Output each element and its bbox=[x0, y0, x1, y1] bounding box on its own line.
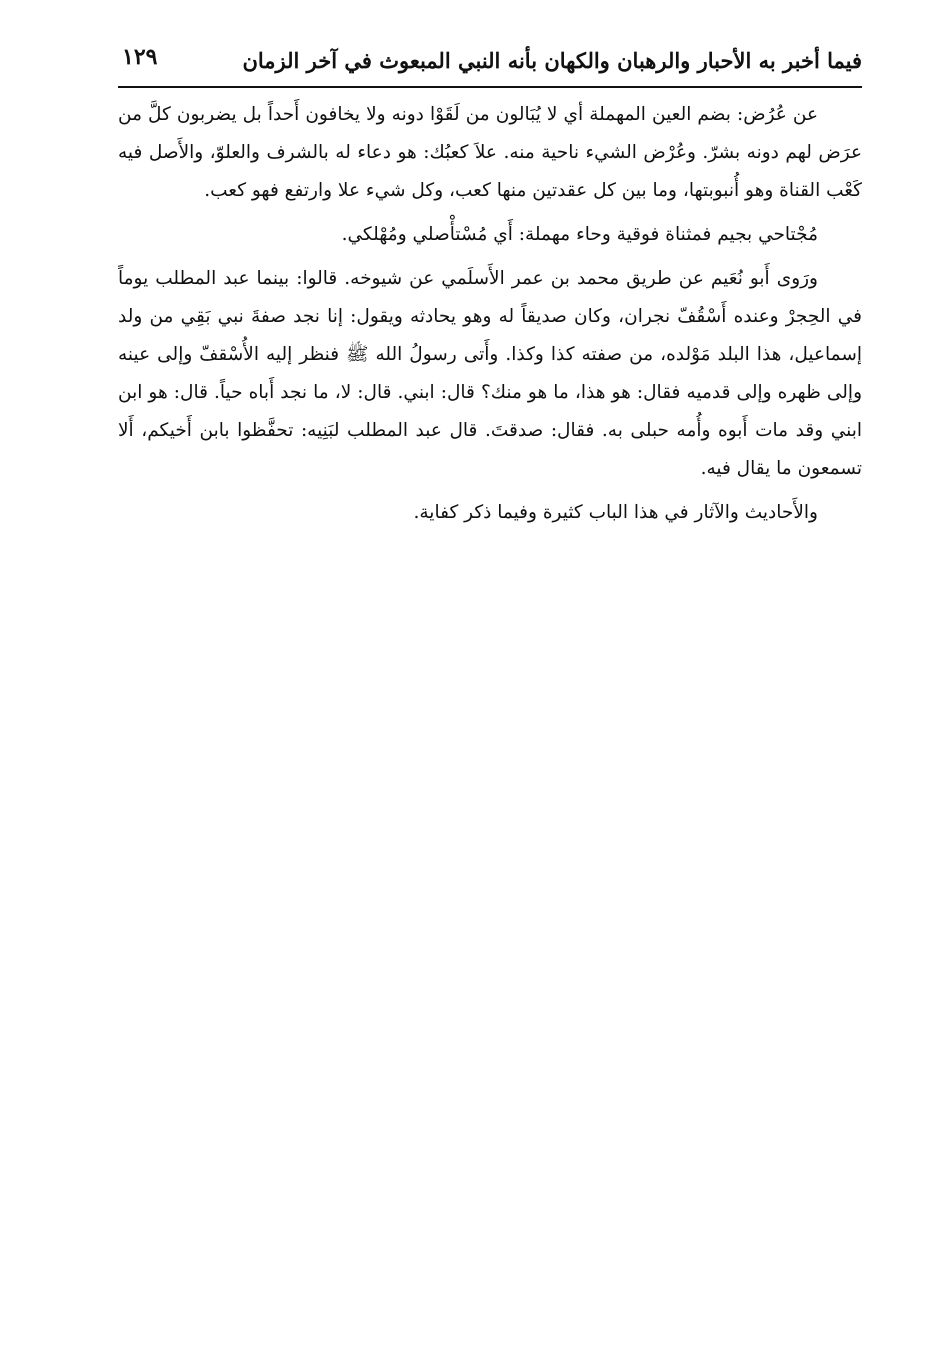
paragraph-conclusion: والأَحاديث والآثار في هذا الباب كثيرة وفيما ذكر كفاية. bbox=[413, 502, 818, 523]
page-number: ١٢٩ bbox=[122, 44, 158, 70]
paragraph-glossary-2: مُجْتاحي بجيم فمثناة فوقية وحاء مهملة: أَي مُسْتأْصلي ومُهْلكي. bbox=[341, 224, 818, 245]
header-title: فيما أخبر به الأحبار والرهبان والكهان بأنه النبي المبعوث في آخر الزمان bbox=[242, 48, 862, 73]
paragraph-narration: ورَوى أَبو نُعَيم عن طريق محمد بن عمر الأَسلَمي عن شيوخه. قالوا: بينما عبد المطلب يوماً في الحِجرْ وعنده أَسْقُفّ نجران، وكان صديقاً له وهو يحادثه ويقول: إنا نجد صفةَ نبي بَقِي من ولد إسماعيل، هذا البلد مَوْلده، من صفته كذا وكذا. وأَتى رسولُ الله ﷺ فنظر إليه الأُسْقفّ وإلى عينه وإلى ظهره وإلى قدميه فقال: هو هذا، ما هو منك؟ قال: ابني. قال: لا، ما نجد أَباه حياً. قال: هو ابن ابني وقد مات أَبوه وأُمه حبلى به. فقال: صدقتَ. قال عبد المطلب لبَنِيه: تحفَّظوا بابن أَخيكم، أَلا تسمعون ما يقال فيه. bbox=[118, 268, 862, 479]
body-text bbox=[118, 96, 862, 538]
header-rule bbox=[118, 86, 862, 88]
running-header bbox=[118, 38, 862, 84]
paragraph-glossary-1: عن عُرُض: بضم العين المهملة أي لا يُبَالون من لَقَوْا دونه ولا يخافون أَحداً بل يضربون كلَّ من عرَض لهم دونه بشرّ. وعُرْض الشيء ناحية منه. علاَ كعبُك: هو دعاء له بالشرف والعلوّ، والأَصل فيه كَعْب القناة وهو أُنبوبتها، وما بين كل عقدتين منها كعب، وكل شيء علا وارتفع فهو كعب. bbox=[118, 104, 862, 201]
